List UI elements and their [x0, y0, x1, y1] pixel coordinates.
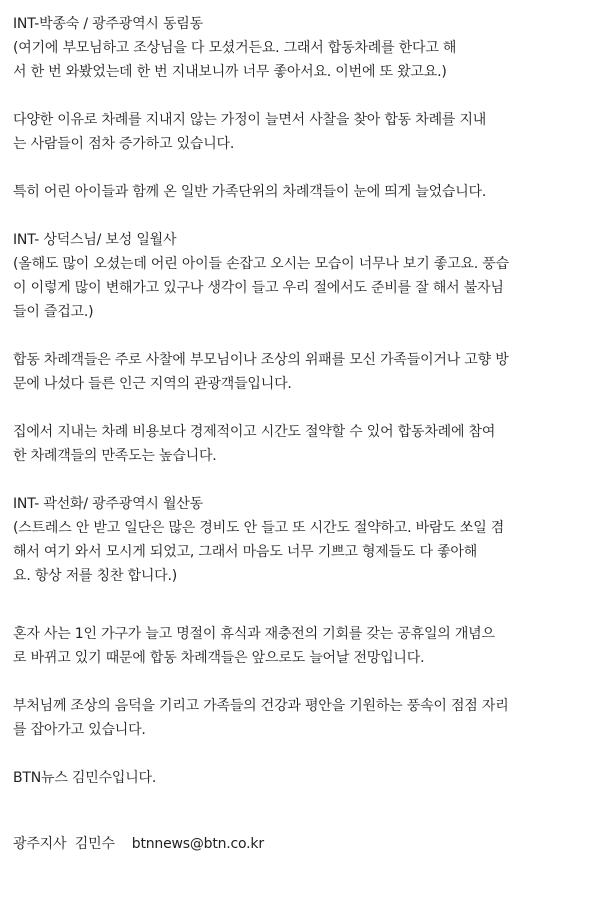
paragraph-line: 부처님께 조상의 음덕을 기리고 가족들의 건강과 평안을 기원하는 풍속이 점점 자리 — [13, 698, 509, 714]
interview-quote-line: 들이 즐겁고.) — [13, 304, 94, 320]
paragraph — [13, 694, 593, 742]
interview-quote-line: (여기에 부모님하고 조상님을 다 모셨거든요. 그래서 합동차례를 한다고 해 — [13, 40, 457, 56]
paragraph — [13, 180, 593, 204]
paragraph — [13, 348, 593, 396]
interview-quote-line: 이 이렇게 많이 변해가고 있구나 생각이 들고 우리 절에서도 준비를 잘 해서 불자님 — [13, 280, 504, 296]
paragraph-line: 특히 어린 아이들과 함께 온 일반 가족단위의 차례객들이 눈에 띄게 늘었습니다. — [13, 184, 487, 200]
interview-quote-line: 서 한 번 와봤었는데 한 번 지내보니까 너무 좋아서요. 이번에 또 왔고요.) — [13, 64, 447, 80]
interview-2 — [13, 228, 593, 324]
interview-quote-line: (스트레스 안 받고 일단은 많은 경비도 안 들고 또 시간도 절약하고. 바람도 쏘일 겸 — [13, 520, 505, 536]
interview-3 — [13, 492, 593, 588]
paragraph-line: 한 차례객들의 만족도는 높습니다. — [13, 448, 217, 464]
paragraph-line: 혼자 사는 1인 가구가 늘고 명절이 휴식과 재충전의 기회를 갖는 공휴일의 개념으 — [13, 626, 495, 642]
paragraph-line: 는 사람들이 점차 증가하고 있습니다. — [13, 136, 235, 152]
interview-speaker: INT- 곽선화/ 광주광역시 월산동 — [13, 496, 203, 512]
paragraph — [13, 622, 593, 670]
interview-quote-line: 해서 여기 와서 모시게 되었고, 그래서 마음도 너무 기쁘고 형제들도 다 좋아해 — [13, 544, 478, 560]
interview-speaker: INT-박종숙 / 광주광역시 동림동 — [13, 16, 203, 32]
interview-speaker: INT- 상덕스님/ 보성 일월사 — [13, 232, 177, 248]
interview-1 — [13, 12, 593, 84]
interview-quote-line: (올해도 많이 오셨는데 어린 아이들 손잡고 오시는 모습이 너무나 보기 좋고요. 풍습 — [13, 256, 509, 272]
sign-off: BTN뉴스 김민수입니다. — [13, 770, 157, 786]
byline: 광주지사 김민수 btnnews@btn.co.kr — [13, 836, 264, 852]
paragraph-line: 문에 나섰다 들른 인근 지역의 관광객들입니다. — [13, 376, 292, 392]
article-body — [13, 12, 593, 856]
paragraph-line: 를 잡아가고 있습니다. — [13, 722, 146, 738]
paragraph-line: 로 바뀌고 있기 때문에 합동 차례객들은 앞으로도 늘어날 전망입니다. — [13, 650, 425, 666]
paragraph — [13, 420, 593, 468]
paragraph-line: 다양한 이유로 차례를 지내지 않는 가정이 늘면서 사찰을 찾아 합동 차례를 지내 — [13, 112, 487, 128]
paragraph-line: 합동 차례객들은 주로 사찰에 부모님이나 조상의 위패를 모신 가족들이거나 고향 방 — [13, 352, 509, 368]
paragraph-line: 집에서 지내는 차례 비용보다 경제적이고 시간도 절약할 수 있어 합동차례에 참여 — [13, 424, 496, 440]
paragraph — [13, 108, 593, 156]
interview-quote-line: 요. 항상 저를 칭찬 합니다.) — [13, 568, 178, 584]
